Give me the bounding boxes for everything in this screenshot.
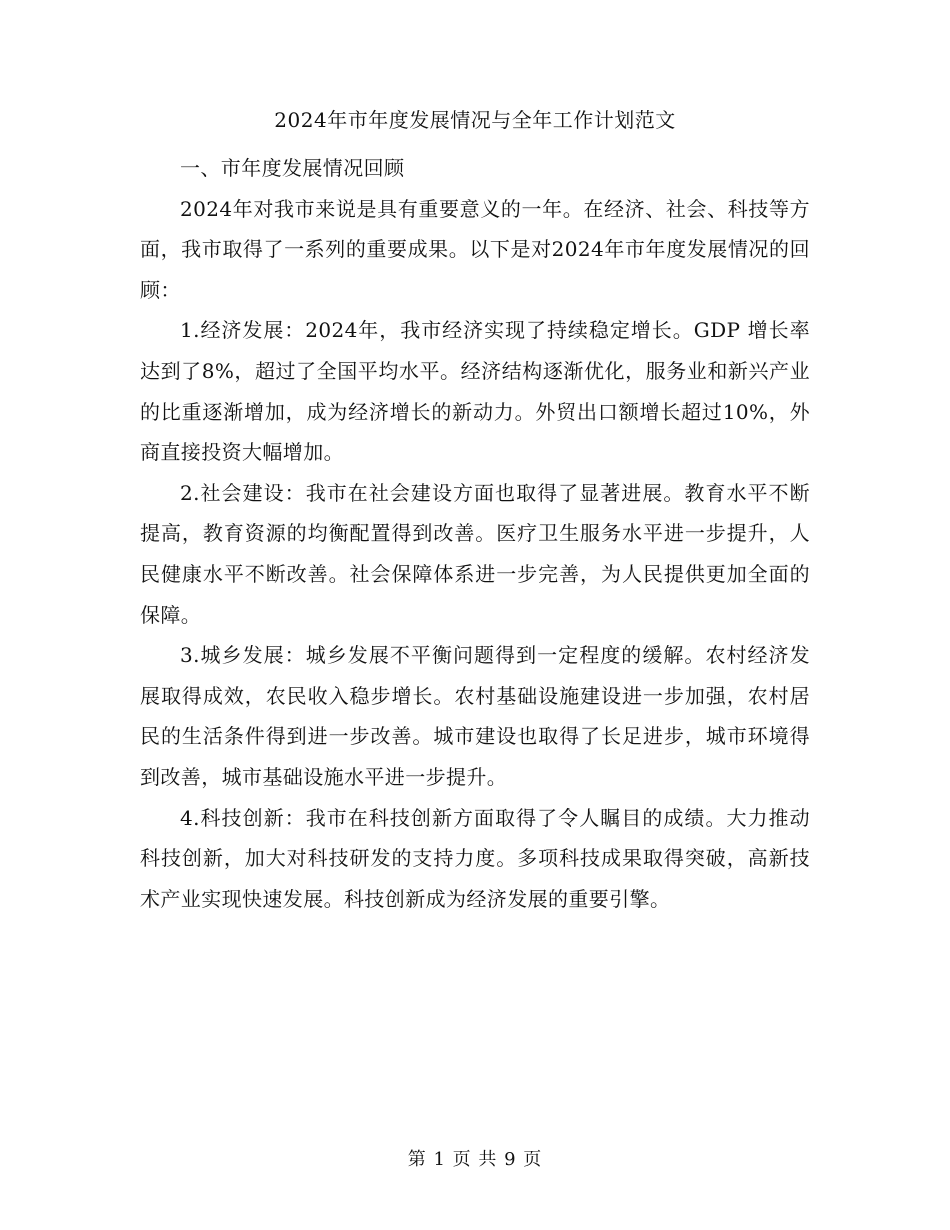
document-title: 2024年市年度发展情况与全年工作计划范文: [274, 108, 676, 132]
document-body: [140, 148, 810, 919]
paragraph-urban-rural: 3.城乡发展：城乡发展不平衡问题得到一定程度的缓解。农村经济发展取得成效，农民收入稳步增长。农村基础设施建设进一步加强，农村居民的生活条件得到进一步改善。城市建设也取得了长足进步，城市环境得到改善，城市基础设施水平进一步提升。: [140, 643, 810, 789]
paragraph-economy: 1.经济发展：2024年，我市经济实现了持续稳定增长。GDP 增长率达到了8%，超过了全国平均水平。经济结构逐渐优化，服务业和新兴产业的比重逐渐增加，成为经济增长的新动力。外贸出口额增长超过10%，外商直接投资大幅增加。: [140, 318, 810, 465]
paragraph-intro: 2024年对我市来说是具有重要意义的一年。在经济、社会、科技等方面，我市取得了一系列的重要成果。以下是对2024年市年度发展情况的回顾：: [140, 196, 810, 302]
section-heading: 一、市年度发展情况回顾: [180, 156, 405, 180]
paragraph-society: 2.社会建设：我市在社会建设方面也取得了显著进展。教育水平不断提高，教育资源的均衡配置得到改善。医疗卫生服务水平进一步提升，人民健康水平不断改善。社会保障体系进一步完善，为人民提供更加全面的保障。: [140, 480, 810, 627]
page-number-footer: 第 1 页 共 9 页: [407, 1149, 543, 1170]
paragraph-technology: 4.科技创新：我市在科技创新方面取得了令人瞩目的成绩。大力推动科技创新，加大对科技研发的支持力度。多项科技成果取得突破，高新技术产业实现快速发展。科技创新成为经济发展的重要引擎。: [140, 805, 810, 911]
